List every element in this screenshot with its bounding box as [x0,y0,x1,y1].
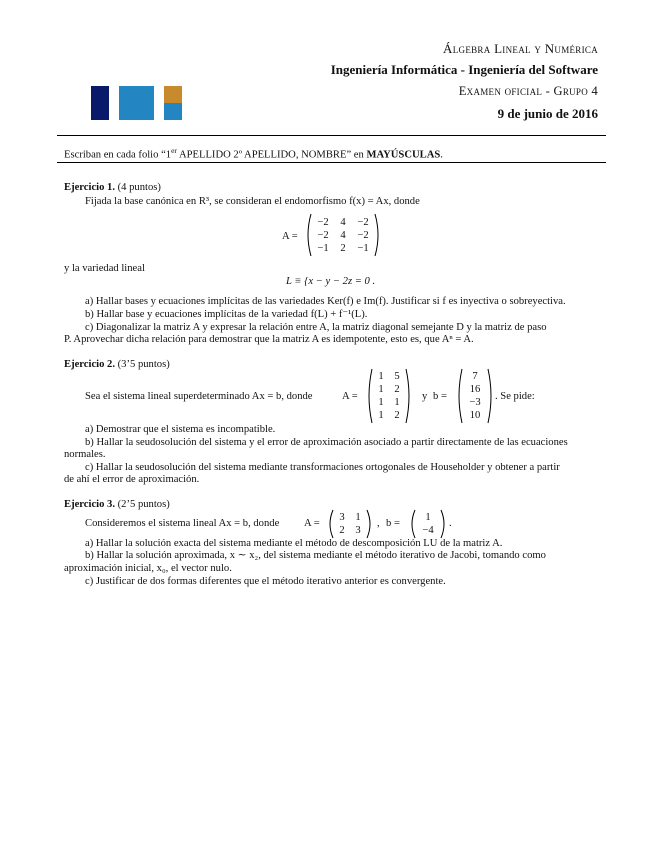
logo-block-3 [164,86,182,103]
ex3-vector-b-cell: 1 [425,512,431,523]
ex1-matrix-cell: 4 [340,216,346,228]
ex1-matrix-cell: −1 [317,242,329,254]
ex3-vector-b [408,509,448,539]
degree-title: Ingeniería Informática - Ingeniería del Software [330,62,598,77]
university-logo [91,86,183,120]
ex2-part-a: a) Demostrar que el sistema es incompatible. [85,424,276,435]
ex1-matrix-cell: 2 [340,242,346,254]
ex1-matrix-cell: −2 [357,229,369,241]
ex2-matrix-a-cell: 1 [378,384,384,395]
ex2-se-pide: . Se pide: [495,391,535,402]
ex2-intro: Sea el sistema lineal superdeterminado Ax = b, donde [85,391,313,402]
ex1-matrix-cell: −1 [357,242,369,254]
ex2-matrix-a-cell: 2 [394,410,400,421]
ex1-variety: L ≡ {x − y − 2z = 0 . [286,276,376,287]
ex1-matrix [304,213,382,257]
ex1-matrix-cell: −2 [317,216,329,228]
ex3-part-b1: b) Hallar la solución aproximada, x ∼ x₂, del sistema mediante el método iterativo de Jacobi, tomando como [85,550,546,561]
ex1-matrix-cell: 4 [340,229,346,241]
ex2-matrix-a-cell: 1 [378,410,384,421]
ex2-matrix-a-cell: 1 [394,397,400,408]
ex2-y: y [422,391,428,402]
logo-block-4 [164,103,182,120]
ex1-intro: Fijada la base canónica en R³, se consideran el endomorfismo f(x) = Ax, donde [85,196,420,207]
ex2-vector-b-cell: 10 [469,410,481,421]
ex2-vector-b-cell: 7 [472,371,478,382]
ex3-matrix-a-cell: 2 [339,525,345,536]
ex1-part-c1: c) Diagonalizar la matriz A y expresar la relación entre A, la matriz diagonal semejante D y la matriz de paso [85,322,547,333]
ex2-part-c2: de ahí el error de aproximación. [64,474,200,485]
ex3-comma: , [377,518,380,529]
ex3-a-label: A = [304,518,320,529]
ex2-vector-b [455,368,495,424]
ex3-matrix-a-cell: 1 [355,512,361,523]
ex1-heading: Ejercicio 1. (4 puntos) [64,182,161,193]
ex3-period: . [449,518,452,529]
ex2-b-label: b = [433,391,447,402]
ex2-matrix-a-cell: 1 [378,371,384,382]
ex1-matrix-cell: −2 [317,229,329,241]
logo-block-2 [119,86,154,120]
ex3-matrix-a-cell: 3 [355,525,361,536]
ex3-matrix-a-cell: 3 [339,512,345,523]
bottom-rule [57,162,606,163]
ex1-variety-intro: y la variedad lineal [64,263,145,274]
ex2-vector-b-cell: 16 [469,384,481,395]
ex1-part-c2: P. Aprovechar dicha relación para demostrar que la matriz A es idempotente, esto es, que Aⁿ = A. [64,334,474,345]
ex3-intro: Consideremos el sistema lineal Ax = b, donde [85,518,280,529]
ex1-matrix-label: A = [282,231,298,242]
ex2-part-b1: b) Hallar la seudosolución del sistema y el error de aproximación asociado a partir directamente de las ecuaciones [85,437,568,448]
exam-date: 9 de junio de 2016 [497,106,598,121]
exam-title: Examen oficial - Grupo 4 [458,84,598,98]
ex3-matrix-a [326,509,374,539]
logo-block-1 [91,86,109,120]
ex3-vector-b-cell: −4 [422,525,434,536]
ex2-matrix-a-cell: 5 [394,371,400,382]
course-title: Álgebra Lineal y Numérica [443,41,598,56]
ex2-matrix-a [365,368,413,424]
ex1-matrix-cell: −2 [357,216,369,228]
ex2-part-c1: c) Hallar la seudosolución del sistema mediante transformaciones ortogonales de Householder y obtener a partir [85,462,560,473]
ex2-vector-b-cell: −3 [469,397,481,408]
instructions: Escriban en cada folio “1er APELLIDO 2º APELLIDO, NOMBRE” en MAYÚSCULAS. [64,146,443,161]
ex3-part-a: a) Hallar la solución exacta del sistema mediante el método de descomposición LU de la matriz A. [85,538,503,549]
ex2-part-b2: normales. [64,449,106,460]
ex2-heading: Ejercicio 2. (3’5 puntos) [64,359,170,370]
ex2-matrix-a-cell: 2 [394,384,400,395]
ex2-matrix-a-cell: 1 [378,397,384,408]
ex3-part-b2: aproximación inicial, x₀, el vector nulo. [64,563,232,574]
ex1-part-a: a) Hallar bases y ecuaciones implícitas de las variedades Ker(f) e Im(f). Justificar si f es inyectiva o sobreyectiva. [85,296,566,307]
top-rule [57,135,606,136]
ex3-b-label: b = [386,518,400,529]
ex3-heading: Ejercicio 3. (2’5 puntos) [64,499,170,510]
ex2-a-label: A = [342,391,358,402]
ex3-part-c: c) Justificar de dos formas diferentes que el método iterativo anterior es convergente. [85,576,446,587]
ex1-part-b: b) Hallar base y ecuaciones implícitas de la variedad f(L) + f⁻¹(L). [85,309,368,320]
